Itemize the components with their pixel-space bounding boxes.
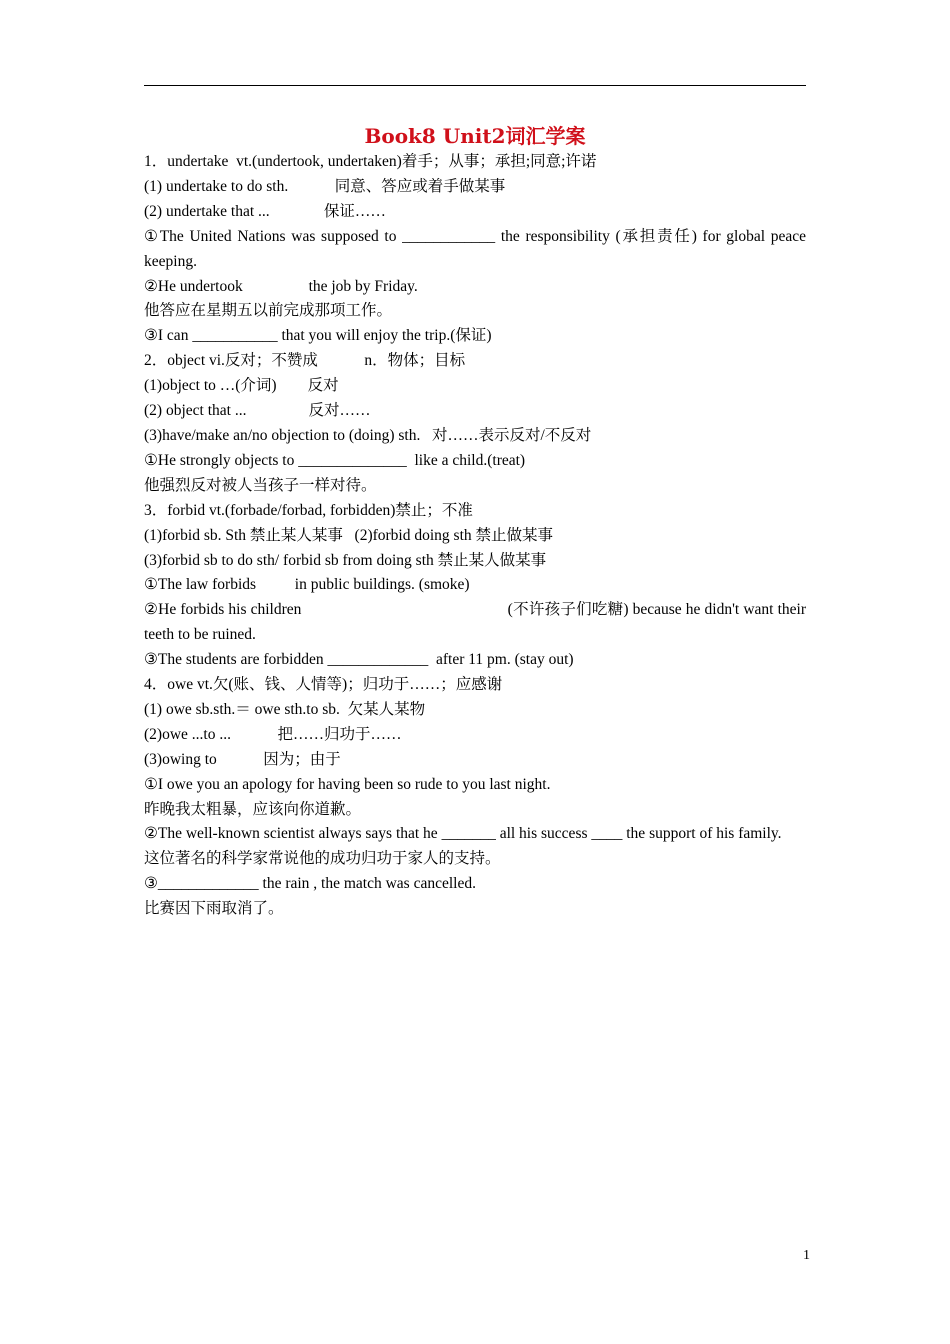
text-line: ②He undertook the job by Friday.: [144, 277, 418, 295]
text-line: 他强烈反对被人当孩子一样对待。: [144, 476, 377, 494]
page-number: 1: [803, 1248, 810, 1263]
text-line: (3)owing to 因为；由于: [144, 750, 341, 768]
text-line: 这位著名的科学家常说他的成功归功于家人的支持。: [144, 850, 501, 868]
text-line: ①He strongly objects to ______________ like a child.(treat): [144, 451, 526, 469]
text-line: ①The United Nations was supposed to ____________ the responsibility (承担责任) for global peace keeping.: [144, 227, 810, 270]
text-line: ①The law forbids in public buildings. (smoke): [144, 576, 470, 594]
text-line: 4．owe vt.欠(账、钱、人情等)；归功于……；应感谢: [144, 676, 503, 694]
text-line: (1)object to …(介词) 反对: [144, 377, 339, 395]
text-line: (3)forbid sb to do sth/ forbid sb from doing sth 禁止某人做某事: [144, 551, 547, 569]
text-line: 3．forbid vt.(forbade/forbad, forbidden)禁止；不准: [144, 501, 473, 519]
text-line: (1)forbid sb. Sth 禁止某人某事 (2)forbid doing sth 禁止做某事: [144, 526, 554, 544]
text-line: ③_____________ the rain , the match was cancelled.: [144, 875, 476, 893]
text-line: 比赛因下雨取消了。: [144, 900, 284, 918]
page-title: Book8 Unit2词汇学案: [364, 124, 586, 148]
text-line: ③The students are forbidden _____________ after 11 pm. (stay out): [144, 651, 574, 669]
text-line: ②The well-known scientist always says that he _______ all his success ____ the support of his family.: [144, 825, 782, 843]
text-line: (2) object that ... 反对……: [144, 402, 371, 420]
document-body: [144, 150, 810, 922]
header-rule: [144, 85, 806, 86]
text-line: 他答应在星期五以前完成那项工作。: [144, 302, 393, 320]
text-line: ②He forbids his children (不许孩子们吃糖) because he didn't want their teeth to be ruined.: [144, 601, 810, 644]
text-line: (1) undertake to do sth. 同意、答应或着手做某事: [144, 177, 506, 195]
text-line: ①I owe you an apology for having been so rude to you last night.: [144, 775, 551, 793]
text-line: 昨晚我太粗暴，应该向你道歉。: [144, 800, 362, 818]
text-line: ③I can ___________ that you will enjoy the trip.(保证): [144, 327, 492, 345]
text-line: (2)owe ...to ... 把……归功于……: [144, 725, 402, 743]
text-line: 2．object vi.反对；不赞成 n．物体；目标: [144, 352, 466, 370]
text-line: (1) owe sb.sth.＝ owe sth.to sb. 欠某人某物: [144, 700, 426, 718]
text-line: (2) undertake that ... 保证……: [144, 202, 386, 220]
text-line: (3)have/make an/no objection to (doing) sth. 对……表示反对/不反对: [144, 426, 592, 444]
text-line: 1．undertake vt.(undertook, undertaken)着手；从事；承担;同意;许诺: [144, 153, 597, 170]
